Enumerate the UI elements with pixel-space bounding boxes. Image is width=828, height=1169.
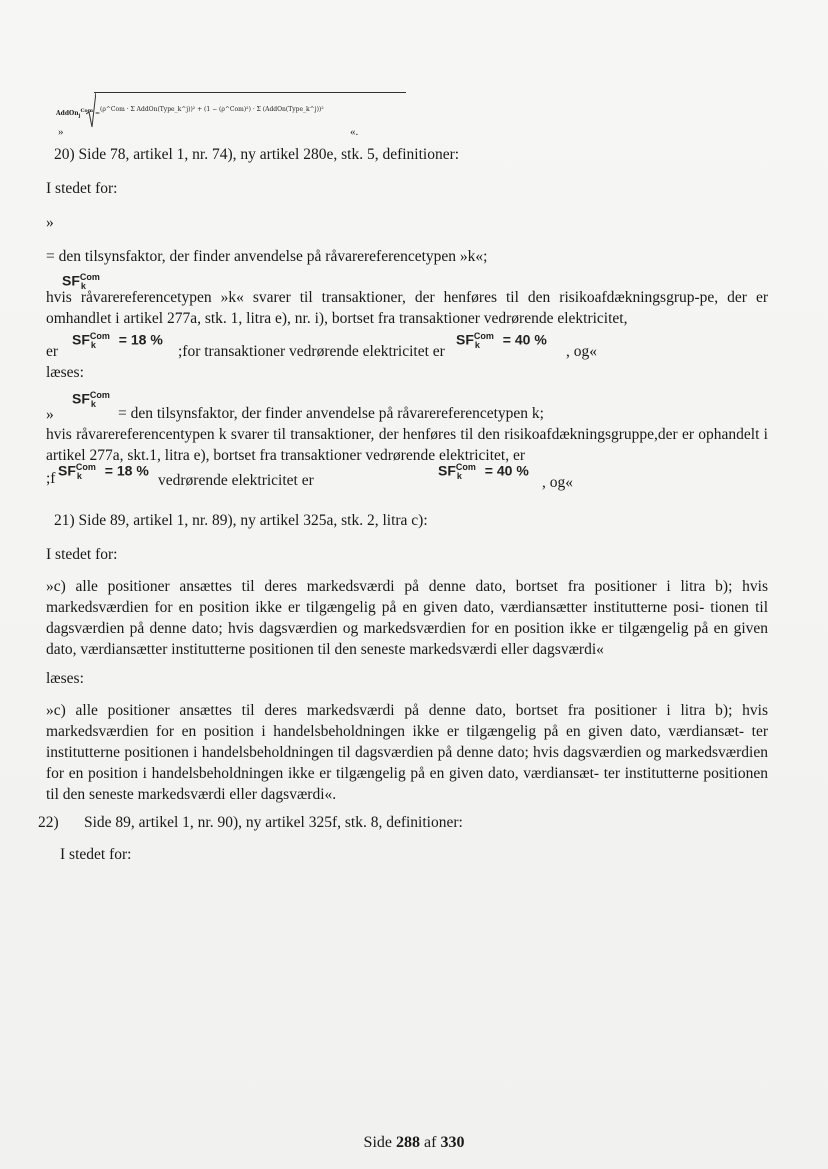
addon-formula [56, 92, 356, 130]
formula-open-quote: » [58, 126, 64, 138]
sf-symbol-2: $SF^{Com}_k$ [72, 390, 110, 410]
page-total: 330 [440, 1134, 465, 1151]
reads-label-2: læses: [46, 670, 84, 687]
formula-close-quote: «. [350, 126, 359, 138]
og-word-2: , og« [542, 474, 573, 491]
instead-of-label: I stedet for: [46, 180, 118, 197]
instead-of-label-2: I stedet for: [46, 546, 118, 563]
quote-open-2: » [46, 406, 54, 423]
sf-18-value: $SF^{Com}_k = 18$ % [72, 331, 163, 351]
og-word: , og« [566, 343, 597, 360]
sf-18-value-2: $SF^{Com}_k = 18$ % [58, 462, 149, 482]
item-22-number: 22) [38, 814, 59, 831]
sf-40-value: $SF^{Com}_k = 40$ % [456, 331, 547, 351]
sf-symbol: $SF^{Com}_k$ [62, 272, 100, 292]
sf-40-value-2: $SF^{Com}_k = 40$ % [438, 462, 529, 482]
definition-line-2: = den tilsynsfaktor, der finder anvendelse på råvarereferencetypen k; [118, 405, 544, 422]
instead-of-label-3: I stedet for: [60, 846, 132, 863]
formula-body: (ρ^Com · Σ AddOn(Type_k^j))² + (1 − (ρ^Com)²) · Σ (AddOn(Type_k^j))² [100, 106, 324, 113]
reads-label: læses: [46, 364, 84, 381]
item-22-heading: Side 89, artikel 1, nr. 90), ny artikel 325f, stk. 8, definitioner: [84, 814, 463, 831]
paragraph-condition-2: hvis råvarereferencentypen k svarer til transaktioner, der henføres til den risikoafdækningsgruppe,der er ophandelt i artikel 277a, skt.1, litra e), bortset fra transaktioner vedrørende elektricitet, er [46, 426, 768, 464]
paragraph-original-c: »c) alle positioner ansættes til deres markedsværdi på denne dato, bortset fra positioner i litra b); hvis markedsværdien for en position ikke er tilgængelig på en given dato, værdiansætter institutterne posi- tionen til dagsværdien på denne dato; hvis dagsværdien og markedsværdien for en position ikke er tilgængelig på en given dato, værdiansætter institutterne positionen til den seneste markedsværdi eller dagsværdi« [46, 578, 768, 658]
definition-line: = den tilsynsfaktor, der finder anvendelse på råvarereferencetypen »k«; [46, 248, 488, 265]
quote-open: » [46, 214, 54, 231]
page-number: 288 [396, 1134, 420, 1151]
electricity-clause-2: vedrørende elektricitet er [158, 472, 314, 489]
item-21-heading: 21) Side 89, artikel 1, nr. 89), ny artikel 325a, stk. 2, litra c): [54, 512, 428, 529]
page-footer: Side 288 af 330 [363, 1134, 465, 1151]
paragraph-condition-1: hvis råvarereferencetypen »k« svarer til transaktioner, der henføres til den risikoafdækningsgrup-pe, der er omhandlet i artikel 277a, stk. 1, litra e), nr. i), bortset fra transaktioner vedrørende elektricitet, [46, 289, 768, 327]
er-word: er [46, 343, 59, 360]
item-20-heading: 20) Side 78, artikel 1, nr. 74), ny artikel 280e, stk. 5, definitioner: [54, 146, 460, 163]
for-prefix: ;f [46, 470, 56, 487]
electricity-clause: ;for transaktioner vedrørende elektricitet er [178, 343, 445, 360]
paragraph-amended-c: »c) alle positioner ansættes til deres markedsværdi på denne dato, bortset fra positioner i litra b); hvis markedsværdien for en position i handelsbeholdningen ikke er tilgængelig på en given dato, værdiansæt- ter institutterne positionen i handelsbeholdningen til dagsværdien på denne dato; hvis dagsværdien og markedsværdien for en position i handelsbeholdningen ikke er tilgængelig på en given dato, værdiansæt- ter institutterne positionen til den seneste markedsværdi eller dagsværdi«. [46, 702, 768, 803]
formula-lhs: AddOn$_j^{Com}$ = [56, 108, 100, 120]
